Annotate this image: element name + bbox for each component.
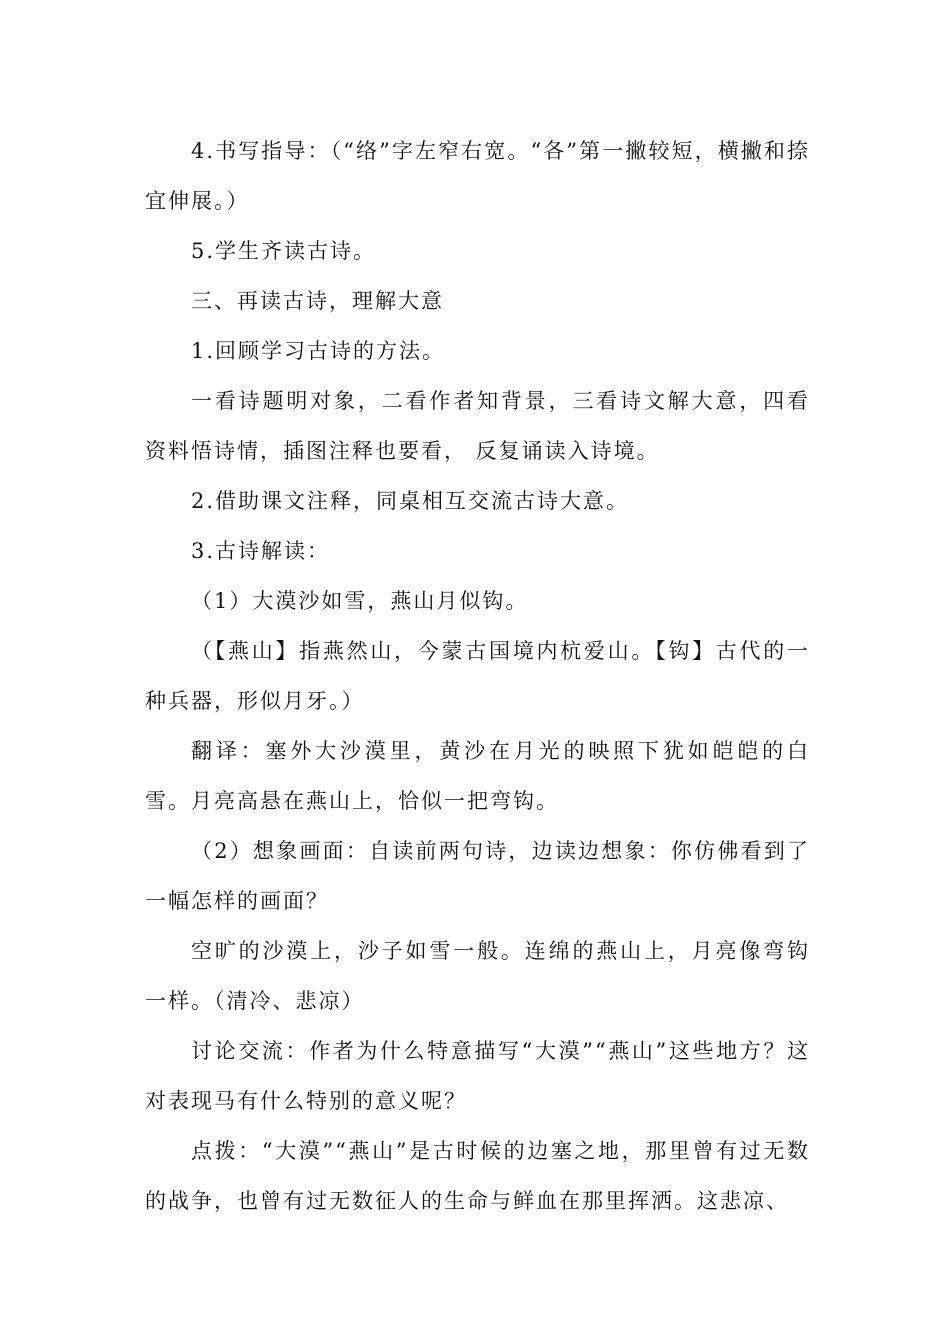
paragraph-method-steps: 一看诗题明对象，二看作者知背景，三看诗文解大意，四看资料悟诗情，插图注释也要看， 反复诵读入诗境。 <box>145 389 810 463</box>
paragraph-poem-interpretation: 3.古诗解读： <box>191 539 331 563</box>
paragraph-discussion: 讨论交流：作者为什么特意描写“大漠”“燕山”这些地方？这对表现马有什么特别的意义呢？ <box>145 1039 810 1113</box>
paragraph-guidance: 点拨：“大漠”“燕山”是古时候的边塞之地，那里曾有过无数的战争，也曾有过无数征人的生命与鲜血在那里挥洒。这悲凉、 <box>145 1139 810 1213</box>
paragraph-scene-description: 空旷的沙漠上，沙子如雪一般。连绵的燕山上，月亮像弯钩一样。（清冷、悲凉） <box>145 939 810 1013</box>
section-heading: 三、再读古诗，理解大意 <box>191 289 444 313</box>
paragraph-poem-line: （1）大漠沙如雪，燕山月似钩。 <box>191 589 529 613</box>
paragraph-imagine-scene: （2）想象画面：自读前两句诗，边读边想象：你仿佛看到了一幅怎样的画面？ <box>145 839 810 913</box>
paragraph-writing-guidance: 4.书写指导：（“络”字左窄右宽。“各”第一撇较短，横撇和捺宜伸展。） <box>145 139 810 213</box>
paragraph-translation: 翻译：塞外大沙漠里，黄沙在月光的映照下犹如皑皑的白雪。月亮高悬在燕山上，恰似一把弯钩。 <box>145 739 810 813</box>
paragraph-read-aloud: 5.学生齐读古诗。 <box>191 239 377 263</box>
paragraph-peer-exchange: 2.借助课文注释，同桌相互交流古诗大意。 <box>191 489 630 513</box>
paragraph-annotation: （【燕山】指燕然山，今蒙古国境内杭爱山。【钩】古代的一种兵器，形似月牙。） <box>145 639 810 713</box>
paragraph-review-method: 1.回顾学习古诗的方法。 <box>191 339 446 363</box>
document-page <box>145 126 810 1226</box>
